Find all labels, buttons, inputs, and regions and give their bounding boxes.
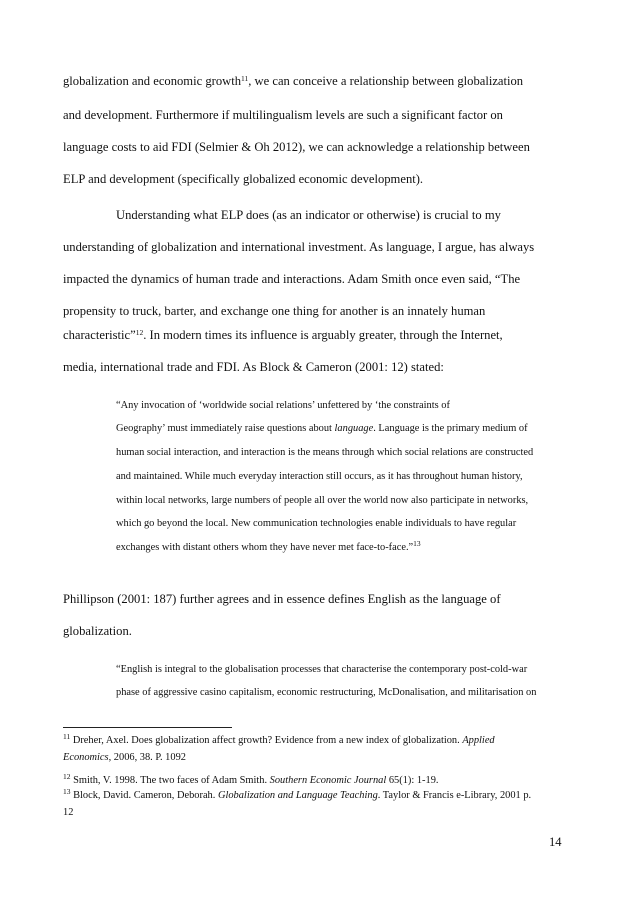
- footnote-11: [63, 734, 495, 747]
- text-span: Smith, V. 1998. The two faces of Adam Smith.: [70, 775, 270, 786]
- body-line: ELP and development (specifically globalized economic development).: [63, 172, 424, 186]
- footnote-ref: 11: [241, 74, 249, 83]
- body-line: Understanding what ELP does (as an indicator or otherwise) is crucial to my: [116, 208, 501, 222]
- quote-line: human social interaction, and interaction is the means through which social relations are constructed: [116, 447, 534, 458]
- text-span: exchanges with distant others whom they have never met face-to-face.”: [116, 542, 414, 553]
- body-line: understanding of globalization and international investment. As language, I argue, has always: [63, 240, 535, 254]
- footnote-12: [63, 774, 438, 787]
- body-line: [63, 74, 523, 89]
- text-span: Block, David. Cameron, Deborah.: [70, 790, 218, 801]
- text-span: 2006, 38. P. 1092: [111, 752, 186, 763]
- body-line: language costs to aid FDI (Selmier & Oh 2012), we can acknowledge a relationship between: [63, 140, 530, 154]
- italic-text: Economics,: [63, 752, 112, 763]
- text-span: . In modern times its influence is arguably greater, through the Internet,: [143, 328, 503, 342]
- footnote-number: 12: [63, 772, 71, 781]
- body-line: [63, 328, 503, 343]
- text-span: , we can conceive a relationship between globalization: [248, 74, 524, 88]
- quote-line: which go beyond the local. New communication technologies enable individuals to have regular: [116, 518, 517, 529]
- text-span: . Language is the primary medium of: [373, 423, 528, 434]
- quote-line: [116, 422, 528, 435]
- italic-text: language: [334, 423, 374, 434]
- italic-text: Southern Economic Journal: [269, 775, 387, 786]
- footnote-number: 11: [63, 732, 71, 741]
- body-line: propensity to truck, barter, and exchange one thing for another is an innately human: [63, 304, 486, 318]
- quote-line: phase of aggressive casino capitalism, economic restructuring, McDonalisation, and militarisation on: [116, 687, 537, 698]
- footnote-ref: 13: [413, 539, 421, 548]
- text-span: . Taylor & Francis e-Library, 2001 p.: [377, 790, 532, 801]
- quote-line: within local networks, large numbers of people all over the world now also participate in networks,: [116, 495, 529, 506]
- italic-text: Globalization and Language Teaching: [217, 790, 378, 801]
- footnote-13-cont: 12: [63, 807, 74, 818]
- body-line: impacted the dynamics of human trade and interactions. Adam Smith once even said, “The: [63, 272, 521, 286]
- footnote-separator: [63, 727, 232, 728]
- quote-line: [116, 541, 421, 554]
- body-line: Phillipson (2001: 187) further agrees and in essence defines English as the language of: [63, 592, 501, 606]
- text-span: Dreher, Axel. Does globalization affect growth? Evidence from a new index of globalization.: [70, 735, 463, 746]
- quote-line: “Any invocation of ‘worldwide social relations’ unfettered by ‘the constraints of: [116, 400, 450, 411]
- body-line: globalization.: [63, 624, 132, 638]
- footnote-number: 13: [63, 787, 71, 796]
- quote-line: and maintained. While much everyday interaction still occurs, as it has throughout human history,: [116, 471, 523, 482]
- body-line: and development. Furthermore if multilingualism levels are such a significant factor on: [63, 108, 503, 122]
- footnote-13: [63, 789, 531, 802]
- text-span: 65(1): 1-19.: [386, 775, 439, 786]
- quote-line: “English is integral to the globalisation processes that characterise the contemporary post-cold-war: [116, 664, 528, 675]
- body-line: media, international trade and FDI. As Block & Cameron (2001: 12) stated:: [63, 360, 444, 374]
- italic-text: Applied: [462, 735, 495, 746]
- text-span: globalization and economic growth: [63, 74, 242, 88]
- footnote-ref: 12: [135, 328, 144, 337]
- text-span: characteristic”: [63, 328, 136, 342]
- text-span: Geography’ must immediately raise questions about: [116, 423, 335, 434]
- page-number: 14: [549, 835, 562, 849]
- footnote-11-cont: [63, 751, 186, 764]
